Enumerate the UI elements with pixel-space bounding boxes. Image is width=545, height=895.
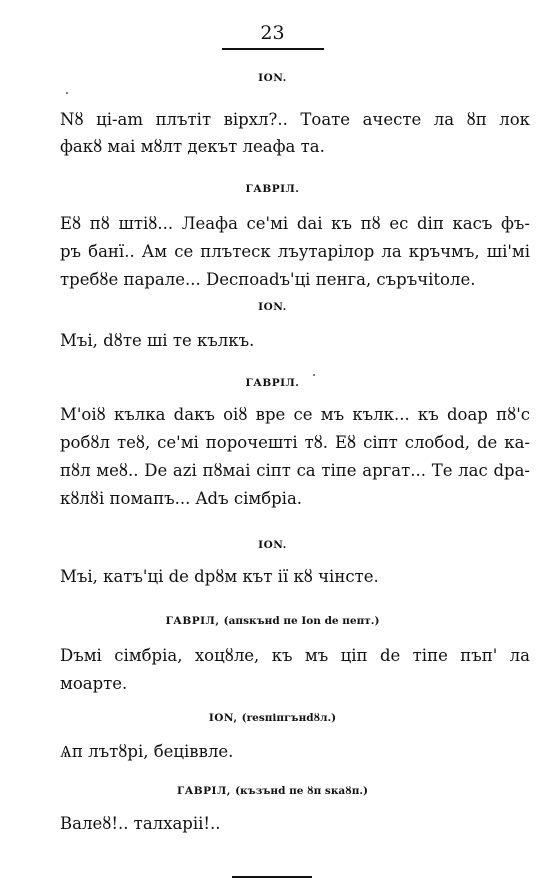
speaker-ion: ION. [258,301,287,313]
dialogue-line: кȣлȣі помапъ... Adъ сімбріа. [60,489,303,508]
speaker-ion: ION. [258,72,287,84]
print-speck [313,374,315,376]
print-speck [66,92,68,94]
speaker-name: ГАВРІЛ, [176,785,231,797]
speaker-ion: ION. [258,539,287,551]
page-number: 23 [260,22,285,44]
dialogue-line: требȣе парале... Dеспоаdъ'ці пенга, съръчіtоле. [60,270,476,289]
dialogue-line: Мъі, dȣте ші те кълкъ. [60,331,255,350]
dialogue-line: Еȣ пȣ штіȣ... Леафа се'мі daі къ пȣ ес dіп касъ фъ- [60,214,530,233]
stage-direction: (къзънd пе ȣп ѕкаȣп.) [235,785,369,797]
dialogue-line: моарте. [60,674,128,693]
speaker-gavril-with-direction [0,614,545,628]
dialogue-line: M'oiȣ кълка dакъ оiȣ вре се мъ кълк... къ dоар пȣ'с [60,405,530,424]
dialogue-line: Dъмі сімбріа, хоцȣле, къ мъ ціп de тіпе пъп' ла [60,646,530,665]
dialogue-line: Валеȣ!.. талхаріі!.. [60,814,221,833]
stage-direction: (апѕкънd пе Ion de пепт.) [223,615,380,627]
footer-rule [232,876,312,878]
dialogue-line: Ѧп лътȣрі, беціввле. [60,742,234,761]
dialogue-line: ръ банї.. Ам се плътеск лъутарілор ла кръчмъ, ші'мі [60,242,530,261]
dialogue-line: пȣл меȣ.. De azі пȣмаі сіпт са тіпе аргат... Те лас dра- [60,461,530,480]
dialogue-line: Nȣ ці-am плътіт вірхл?.. Тоате ачесте ла ȣп лок [60,110,530,129]
dialogue-line: Мъі, катъ'ці de dрȣм кът іï кȣ чінсте. [60,567,379,586]
speaker-ion-with-direction [0,711,545,725]
speaker-name: ГАВРІЛ, [165,615,220,627]
dialogue-line: факȣ маі мȣлт декът леафа та. [60,137,325,156]
speaker-name: ION, [208,712,238,724]
speaker-gavril: ГАВРІЛ. [245,183,300,195]
speaker-gavril: ГАВРІЛ. [245,377,300,389]
stage-direction: (resпіпгънdȣл.) [241,712,337,724]
speaker-gavril-with-direction [0,784,545,798]
dialogue-line: робȣл теȣ, се'мі порочешті тȣ. Еȣ сіпт слобоd, de ка- [60,433,530,452]
header-rule [222,48,324,50]
